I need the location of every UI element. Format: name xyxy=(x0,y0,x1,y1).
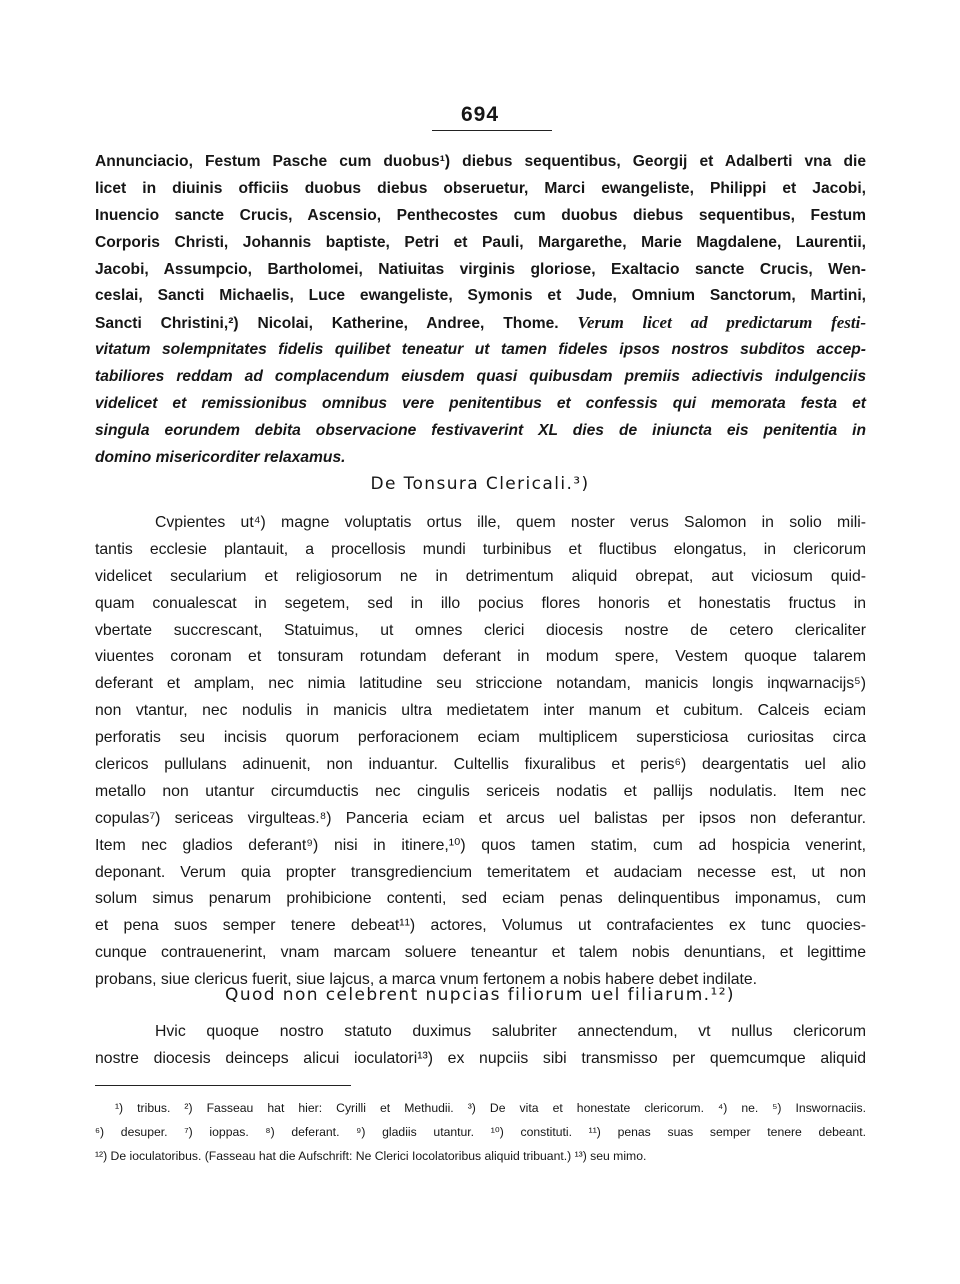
footnote-line: ¹²) De ioculatoribus. (Fasseau hat die Aufschrift: Ne Clerici Iocolatoribus aliquid tribuant.) ¹³) seu mimo. xyxy=(95,1149,647,1163)
paragraph-nupcias xyxy=(95,1019,866,1073)
section-heading-nupcias: Quod non celebrent nupcias filiorum uel filiarum.¹²) xyxy=(225,985,735,1005)
text-line: Jacobi, Assumpcio, Bartholomei, Natiuitas virginis gloriose, Exaltacio sancte Crucis, Wen- xyxy=(95,260,866,278)
text-line: licet in diuinis officiis duobus diebus obseruetur, Marci ewangeliste, Philippi et Jacobi, xyxy=(95,179,866,197)
paragraph-tonsura xyxy=(95,510,866,994)
header-rule xyxy=(432,130,552,131)
text-line: tantis ecclesie plantauit, a procellosis mundi turbinibus et fluctibus elongatus, in clericorum xyxy=(95,540,866,558)
text-line: nostre diocesis deinceps alicui ioculatori¹³) ex nupciis sibi transmisso per quemcumque aliquid xyxy=(95,1049,866,1067)
italic-text-line: singula eorundem debita observacione festivaverint XL dies de iniuncta eis penitentia in xyxy=(95,421,866,439)
text-line: Hvic quoque nostro statuto duximus salubriter annectendum, vt nullus clericorum xyxy=(155,1023,866,1040)
text-line: Corporis Christi, Johannis baptiste, Petri et Pauli, Margarethe, Marie Magdalene, Laurentii, xyxy=(95,233,866,251)
text-line: ceslai, Sancti Michaelis, Luce ewangeliste, Symonis et Jude, Omnium Sanctorum, Martini, xyxy=(95,287,866,305)
text-line: vbertate succrescant, Statuimus, ut omnes clerici diocesis nostre de cetero clericaliter xyxy=(95,621,866,639)
text-line: deferant et amplam, nec nimia latitudine seu striccione notandam, manicis longis inqwarnacijs⁵) xyxy=(95,675,866,693)
text-line: perforatis seu incisis quorum perforacionem eciam multiplicem supersticiosa curiositas circa xyxy=(95,729,866,747)
footnotes xyxy=(95,1096,866,1168)
italic-text-line: tabiliores reddam ad complacendum eiusdem quasi quibusdam premiis adiectivis indulgenciis xyxy=(95,368,866,386)
footnote-rule xyxy=(95,1085,351,1086)
text-line: videlicet secularium et religiosorum ne in detrimentum aliquid obrepat, aut viciosum quid- xyxy=(95,567,866,585)
text-line: Item nec gladios deferant⁹) nisi in itinere,¹⁰) quos tamen statim, cum ad hospicia venerint, xyxy=(95,836,866,854)
page-number: 694 xyxy=(460,103,500,126)
text-line: solum simus penarum prohibicione contenti, sed eciam penas delinquentibus imponamus, cum xyxy=(95,890,866,908)
italic-text-run: Verum licet ad predictarum festi- xyxy=(577,313,866,333)
footnote-line: ⁶) desuper. ⁷) ioppas. ⁸) deferant. ⁹) gladiis utantur. ¹⁰) constituti. ¹¹) penas suas semper tenere debeant. xyxy=(95,1125,866,1139)
text-line: copulas⁷) sericeas virgulteas.⁸) Panceria eciam et arcus uel balistas per ipsos non deferantur. xyxy=(95,809,866,827)
text-line: metallo non utantur circumductis nec cingulis sericeis nodatis et pallijs nodulatis. Item nec xyxy=(95,782,866,800)
text-line: clericos pullulans adinuenit, non induantur. Cultellis fixuralibus et peris⁶) deargentatis uel alio xyxy=(95,756,866,774)
text-run: Sancti Christini,²) Nicolai, Katherine, Andree, Thome. xyxy=(95,315,578,333)
text-line xyxy=(95,310,866,337)
text-line: viuentes coronam et tonsuram rotundam deferant in modum spere, Vestem quoque talarem xyxy=(95,648,866,666)
text-line: Annunciacio, Festum Pasche cum duobus¹) diebus sequentibus, Georgij et Adalberti vna die xyxy=(95,153,866,170)
text-line: cunque contrauenerint, vnam marcam soluere teneantur et talem nobis denuntians, et legittime xyxy=(95,944,866,962)
text-line: deponant. Verum quia propter transgrediencium temeritatem et audaciam necesse est, ut non xyxy=(95,863,866,881)
section-heading-tonsura: De Tonsura Clericali.³) xyxy=(370,474,590,494)
text-line: et pena suos semper tenere debeat¹¹) actores, Volumus ut contrafacientes ex tunc quocies- xyxy=(95,917,866,935)
italic-text-line: videlicet et remissionibus omnibus vere penitentibus et confessis qui memorata festa et xyxy=(95,395,866,413)
paragraph-feast-days xyxy=(95,149,866,472)
italic-text-line: vitatum solempnitates fidelis quilibet teneatur ut tamen fideles ipsos nostros subditos accep- xyxy=(95,341,866,359)
text-line: probans, siue clericus fuerit, siue lajcus, a marca vnum fertonem a nobis habere debet indilate. xyxy=(95,971,758,989)
text-line: quam conualescat in segetem, sed in illo pocius flores honoris et honestatis fructus in xyxy=(95,594,866,612)
text-line: Inuencio sancte Crucis, Ascensio, Penthecostes cum duobus diebus sequentibus, Festum xyxy=(95,206,866,224)
footnote-line: ¹) tribus. ²) Fasseau hat hier: Cyrilli et Methudii. ³) De vita et honestate clericorum. ⁴) ne. ⁵) Inswornaciis. xyxy=(115,1101,866,1115)
text-line: Cvpientes ut⁴) magne voluptatis ortus ille, quem noster verus Salomon in solio mili- xyxy=(155,514,866,531)
italic-text-line: domino misericorditer relaxamus. xyxy=(95,448,346,466)
text-line: non vtantur, nec nodulis in manicis ultra medietatem inter manum et cubitum. Calceis eciam xyxy=(95,702,866,720)
